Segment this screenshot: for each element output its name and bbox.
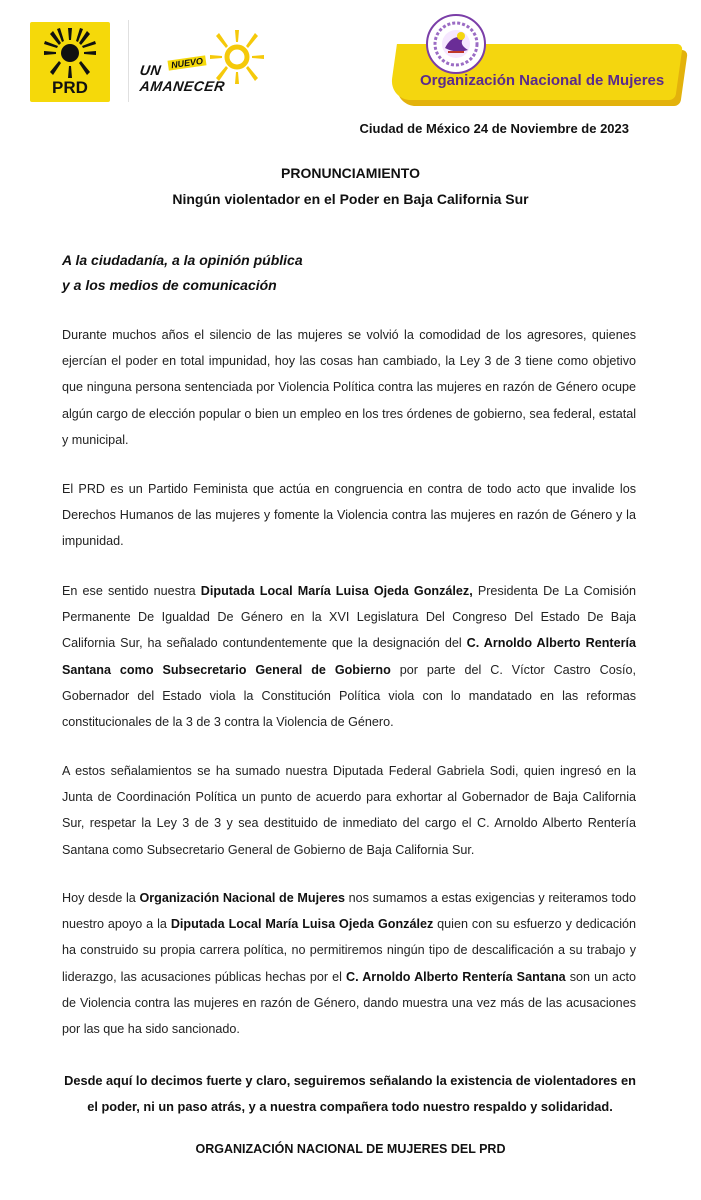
nuevo-amanecer-line1: UN [138,62,163,78]
signature: ORGANIZACIÓN NACIONAL DE MUJERES DEL PRD [195,1142,506,1156]
nuevo-amanecer-logo [140,24,270,104]
paragraph-emphasis: Diputada Local María Luisa Ojeda González, [200,584,473,598]
paragraph-text: En ese sentido nuestra [62,584,201,598]
paragraph-text: quien con su esfuerzo y dedicación ha construido su propia carrera política, no permitiremos ningún tipo de descalificación a su trabajo y liderazgo, las acusaciones públicas hechas por el [62,917,636,984]
prd-logo-text: PRD [52,78,88,97]
document-title: PRONUNCIAMIENTO [281,165,420,181]
prd-sun-icon [42,26,98,80]
salutation [62,248,303,298]
paragraph-text: son un acto de Violencia contra las mujeres en razón de Género, dando muestra una vez más de las acusaciones por las que ha sido sancionado. [62,969,636,1037]
paragraph-emphasis: Organización Nacional de Mujeres [139,891,345,905]
prd-logo [30,22,110,102]
document-date: Ciudad de México 24 de Noviembre de 2023 [359,121,629,136]
paragraph-text: Presidenta De La Comisión Permanente De Igualdad De Género en la XVI Legislatura Del Congreso Del Estado De Baja California Sur, ha señalado contundentemente que la designación del [62,584,636,651]
paragraph-emphasis: C. Arnoldo Alberto Rentería Santana [346,969,566,984]
nuevo-amanecer-line2: AMANECER [138,78,227,94]
paragraph-text: por parte del C. Víctor Castro Cosío, Gobernador del Estado viola la Constitución Política viola con lo mandatado en las reformas constitucionales de la 3 de 3 contra la Violencia de Género. [62,662,636,730]
letterhead [0,0,701,110]
header-divider [128,20,129,102]
paragraph-2: El PRD es un Partido Feminista que actúa en congruencia en contra de todo acto que invalide los Derechos Humanos de las mujeres y fomente la Violencia contra las mujeres en razón de Género y la impunidad. [62,482,636,549]
paragraph-1: Durante muchos años el silencio de las mujeres se volvió la comodidad de los agresores, quienes ejercían el poder en total impunidad, hoy las cosas han cambiado, la Ley 3 de 3 tiene como objetivo que ninguna persona sentenciada por Violencia Política contra las mujeres en razón de Género ocupe algún cargo de elección popular o bien un empleo en los tres órdenes de gobierno, sea federal, estatal y municipal. [62,328,636,447]
paragraph-3 [62,578,636,735]
paragraph-emphasis: C. Arnoldo Alberto Rentería Santana como Subsecretario General de Gobierno [62,636,636,677]
onm-title: Organización Nacional de Mujeres [420,72,665,89]
salutation-line: y a los medios de comunicación [62,277,277,293]
nuevo-amanecer-badge: NUEVO [167,55,206,70]
onm-emblem [426,14,486,74]
paragraph-4: A estos señalamientos se ha sumado nuestra Diputada Federal Gabriela Sodi, quien ingresó en la Junta de Coordinación Política un punto de acuerdo para exhortar al Gobernador de Baja California Sur, respetar la Ley 3 de 3 y sea destituido de inmediato del cargo el C. Arnoldo Alberto Rentería Santana como Subsecretario General de Gobierno de Baja California Sur. [62,764,636,857]
paragraph-emphasis: Diputada Local María Luisa Ojeda González [170,917,434,932]
paragraph-text: nos sumamos a estas exigencias y reiteramos todo nuestro apoyo a la [62,891,636,932]
document-subtitle: Ningún violentador en el Poder en Baja California Sur [172,191,529,207]
paragraph-text: Hoy desde la [62,891,140,905]
onm-emblem-icon [428,16,484,72]
salutation-line: A la ciudadanía, a la opinión pública [62,252,303,268]
paragraph-5 [62,885,636,1042]
closing-statement: Desde aquí lo decimos fuerte y claro, seguiremos señalando la existencia de violentadores en el poder, ni un paso atrás, y a nuestra compañera todo nuestro respaldo y solidaridad. [64,1073,636,1114]
